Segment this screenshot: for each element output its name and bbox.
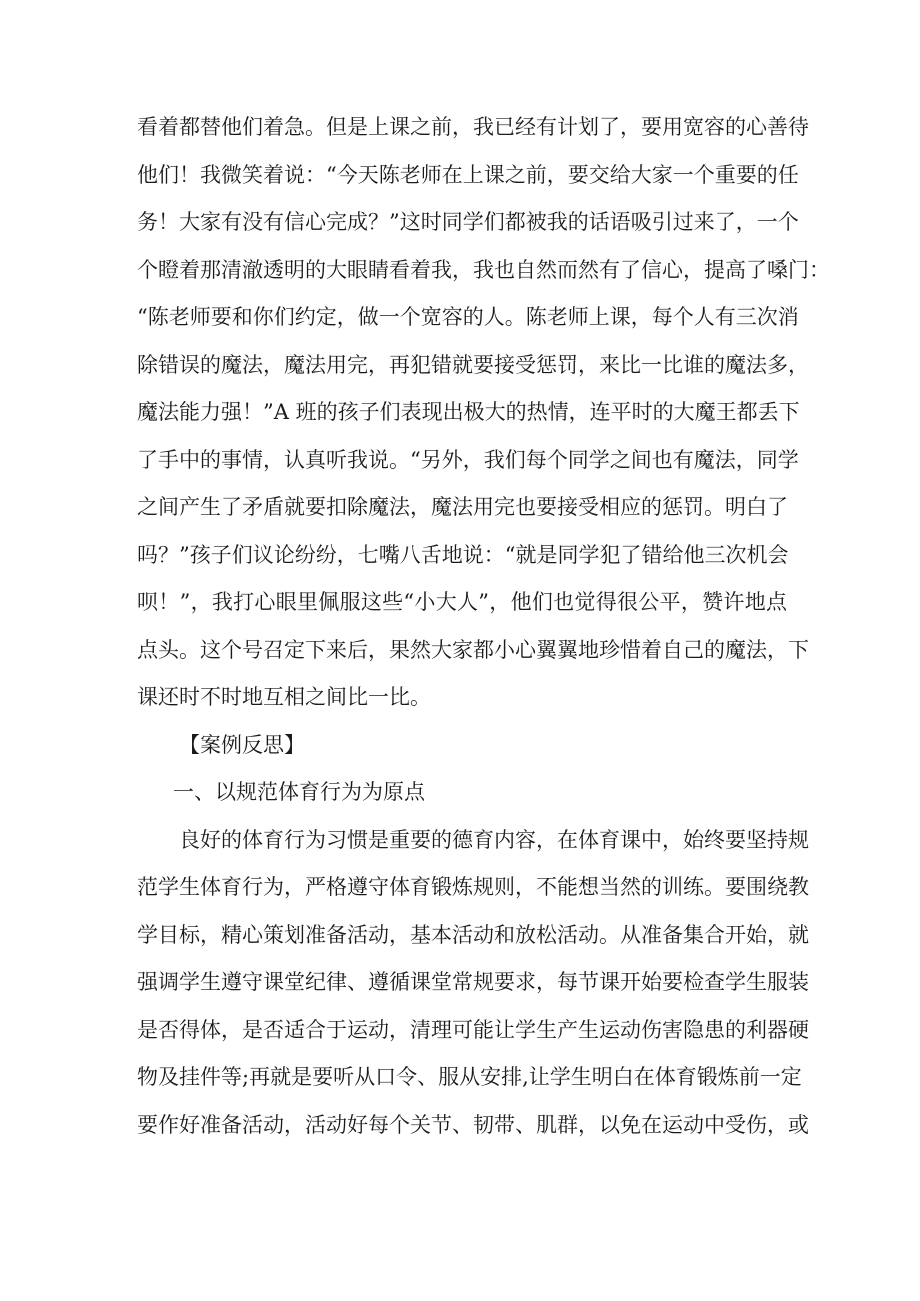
section-heading: 【案例反思】: [179, 732, 305, 757]
paragraph-line: 除错误的魔法，魔法用完，再犯错就要接受惩罚，来比一比谁的魔法多，: [137, 352, 809, 377]
paragraph-line: 点头。这个号召定下来后，果然大家都小心翼翼地珍惜着自己的魔法，下: [137, 637, 809, 662]
paragraph-line: 良好的体育行为习惯是重要的德育内容，在体育课中，始终要坚持规: [179, 827, 809, 852]
paragraph-line: 学目标，精心策划准备活动，基本活动和放松活动。从准备集合开始，就: [137, 922, 809, 947]
paragraph-line: 要作好准备活动，活动好每个关节、韧带、肌群，以免在运动中受伤，或: [137, 1112, 809, 1137]
paragraph-line: 个瞪着那清澈透明的大眼睛看着我，我也自然而然有了信心，提高了嗓门：: [137, 257, 830, 282]
paragraph-line: 看着都替他们着急。但是上课之前，我已经有计划了，要用宽容的心善待: [137, 115, 809, 139]
document-body: [137, 104, 830, 1149]
subheading: 一、以规范体育行为为原点: [173, 780, 425, 804]
paragraph-line: 强调学生遵守课堂纪律、遵循课堂常规要求，每节课开始要检查学生服装: [137, 970, 809, 994]
paragraph-line: 他们！我微笑着说：“今天陈老师在上课之前，要交给大家一个重要的任: [137, 162, 799, 187]
paragraph-line: 呗！”，我打心眼里佩服这些“小大人”，他们也觉得很公平，赞许地点: [137, 590, 787, 614]
paragraph-line: 物及挂件等;再就是要听从口令、服从安排,让学生明白在体育锻炼前一定: [137, 1065, 802, 1089]
paragraph-line: 吗？”孩子们议论纷纷，七嘴八舌地说：“就是同学犯了错给他三次机会: [137, 542, 789, 567]
paragraph-line: 务！大家有没有信心完成？”这时同学们都被我的话语吸引过来了，一个: [137, 210, 799, 234]
paragraph-line: 了手中的事情，认真听我说。“另外，我们每个同学之间也有魔法，同学: [137, 447, 799, 472]
paragraph-line: 之间产生了矛盾就要扣除魔法，魔法用完也要接受相应的惩罚。明白了: [137, 495, 788, 519]
paragraph-line: 魔法能力强！”A 班的孩子们表现出极大的热情，连平时的大魔王都丢下: [137, 400, 800, 424]
paragraph-line: 课还时不时地互相之间比一比。: [137, 685, 431, 709]
paragraph-line: 是否得体，是否适合于运动，清理可能让学生产生运动伤害隐患的利器硬: [137, 1017, 809, 1042]
paragraph-line: 范学生体育行为，严格遵守体育锻炼规则，不能想当然的训练。要围绕教: [137, 875, 809, 899]
paragraph-line: “陈老师要和你们约定，做一个宽容的人。陈老师上课，每个人有三次消: [137, 305, 799, 329]
